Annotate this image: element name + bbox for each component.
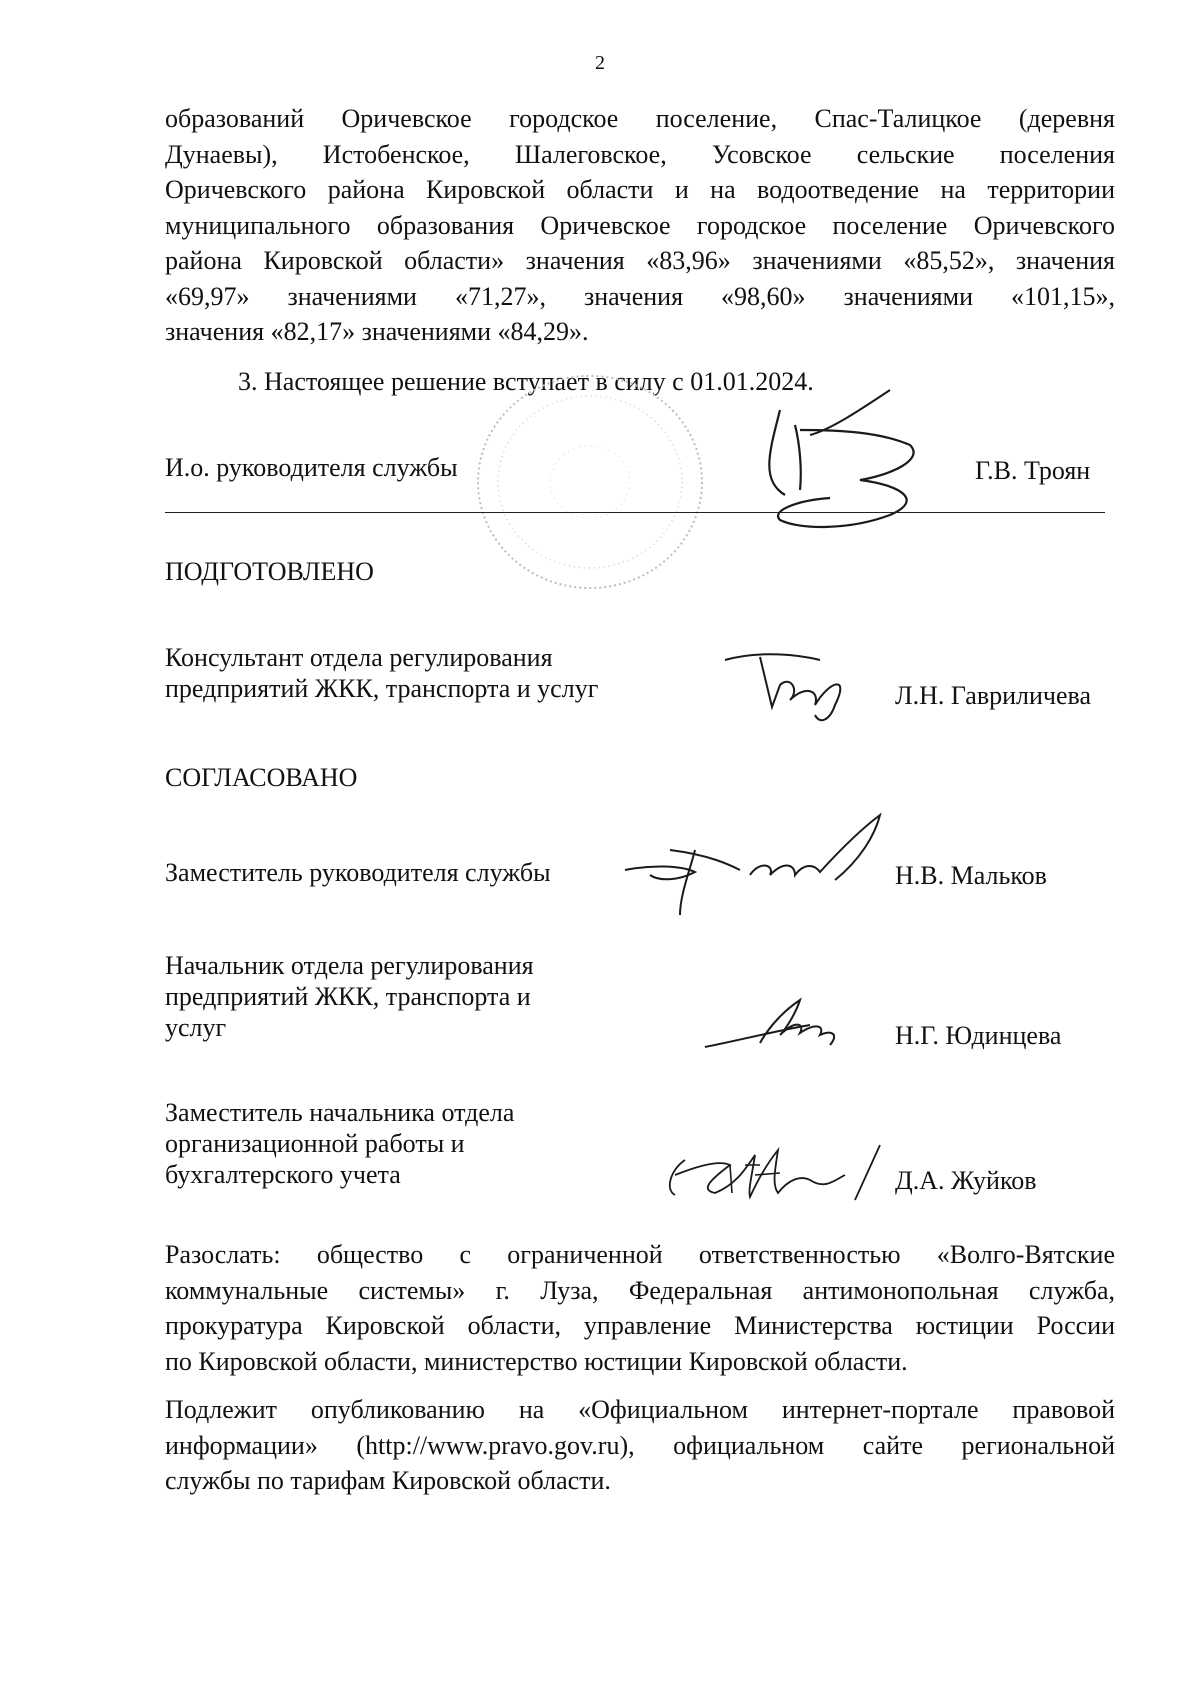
text-line: значения «82,17» значениями «84,29». bbox=[165, 317, 589, 346]
position-line: организационной работы и bbox=[165, 1129, 465, 1158]
text-line: образований Оричевское городское поселение, Спас-Талицкое (деревня bbox=[165, 104, 1115, 133]
text-line: службы по тарифам Кировской области. bbox=[165, 1466, 611, 1495]
signer-2-position bbox=[165, 950, 534, 1043]
prepared-position bbox=[165, 642, 598, 704]
text-line: Разослать: общество с ограниченной ответственностью «Волго-Вятские bbox=[165, 1240, 1115, 1269]
clause-3: 3. Настоящее решение вступает в силу с 01.01.2024. bbox=[238, 367, 814, 396]
signer-3-name: Д.А. Жуйков bbox=[895, 1166, 1037, 1195]
prepared-name: Л.Н. Гавриличева bbox=[895, 681, 1092, 710]
signer-2-signature bbox=[700, 995, 850, 1055]
text-line: информации» (http://www.pravo.gov.ru), официальном сайте региональной bbox=[165, 1430, 1115, 1460]
text-line: по Кировской области, министерство юстиции Кировской области. bbox=[165, 1346, 908, 1376]
text-line: прокуратура Кировской области, управление Министерства юстиции России bbox=[165, 1311, 1115, 1340]
text-line: района Кировской области» значения «83,96» значениями «85,52», значения bbox=[165, 246, 1115, 275]
publication-paragraph bbox=[165, 1392, 1115, 1499]
signer-3-position bbox=[165, 1097, 514, 1190]
signer-1-position bbox=[165, 857, 551, 888]
text-line: «69,97» значениями «71,27», значения «98,60» значениями «101,15», bbox=[165, 281, 1115, 311]
text-line: муниципального образования Оричевское городское поселение Оричевского bbox=[165, 210, 1115, 240]
position-line: Заместитель начальника отдела bbox=[165, 1098, 515, 1127]
position-line: Начальник отдела регулирования bbox=[165, 951, 534, 980]
page-number: 2 bbox=[595, 52, 605, 74]
continuation-paragraph bbox=[165, 101, 1115, 350]
official-stamp bbox=[470, 370, 720, 600]
signature-divider bbox=[165, 512, 1105, 513]
text-line: коммунальные системы» г. Луза, Федеральная антимонопольная служба, bbox=[165, 1275, 1115, 1305]
head-name: Г.В. Троян bbox=[975, 456, 1091, 485]
head-signature bbox=[740, 390, 960, 540]
distribution-paragraph bbox=[165, 1237, 1115, 1379]
agreed-heading: СОГЛАСОВАНО bbox=[165, 763, 358, 792]
position-line: предприятий ЖКК, транспорта и услуг bbox=[165, 674, 599, 703]
signer-3-signature bbox=[660, 1135, 910, 1210]
signer-1-signature bbox=[620, 810, 920, 920]
signer-2-name: Н.Г. Юдинцева bbox=[895, 1021, 1062, 1050]
text-line: Дунаевы), Истобенское, Шалеговское, Усовское сельские поселения bbox=[165, 139, 1115, 169]
position-line: предприятий ЖКК, транспорта и bbox=[165, 982, 531, 1011]
head-position: И.о. руководителя службы bbox=[165, 453, 458, 482]
signer-1-name: Н.В. Мальков bbox=[895, 861, 1047, 890]
position-line: бухгалтерского учета bbox=[165, 1160, 401, 1189]
position-line: Заместитель руководителя службы bbox=[165, 858, 551, 887]
prepared-signature bbox=[720, 645, 870, 730]
prepared-heading: ПОДГОТОВЛЕНО bbox=[165, 557, 374, 586]
position-line: Консультант отдела регулирования bbox=[165, 643, 553, 672]
position-line: услуг bbox=[165, 1013, 227, 1042]
text-line: Подлежит опубликованию на «Официальном интернет-портале правовой bbox=[165, 1395, 1115, 1424]
text-line: Оричевского района Кировской области и на водоотведение на территории bbox=[165, 175, 1115, 204]
